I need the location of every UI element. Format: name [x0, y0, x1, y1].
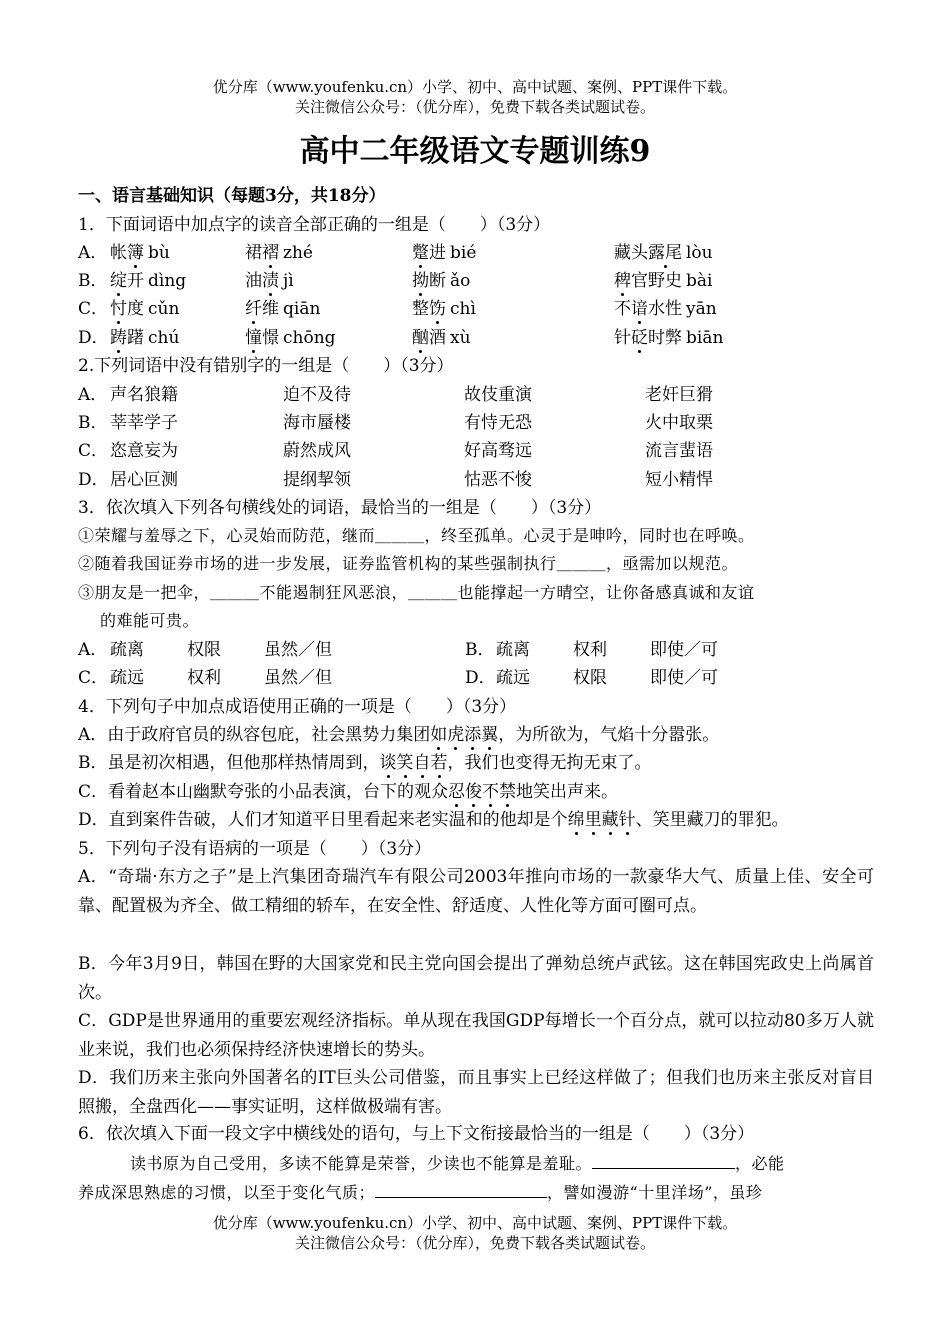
q6-passage-line-2: [78, 1179, 762, 1205]
dotted-char: 饬: [429, 299, 446, 319]
q1-word: [614, 297, 717, 321]
section-heading: 一、语言基础知识（每题3分，共18分）: [78, 186, 386, 206]
q1-option-label: D．: [78, 328, 109, 348]
q2-word: 短小精悍: [645, 470, 713, 490]
dotted-char: 俊: [465, 782, 483, 802]
pinyin: chōng: [283, 328, 336, 348]
q2-word: 居心叵测: [110, 470, 178, 490]
dotted-char: 添: [464, 725, 482, 745]
q2-word: 流言蜚语: [645, 441, 713, 461]
q3-option-word: 权限: [187, 640, 221, 660]
q1-word: [110, 326, 179, 350]
q4-a-text: A．由于政府官员的纵容包庇，社会黑势力集团: [78, 725, 431, 745]
dotted-char: 禁: [499, 782, 517, 802]
q2-option-label: D．: [78, 470, 109, 490]
q1-option-label: B．: [78, 271, 108, 291]
word-part: 官野史: [631, 271, 682, 291]
q2-option-label: C．: [78, 441, 109, 461]
dotted-char: 忖: [110, 299, 127, 319]
q2-word: 迫不及待: [283, 385, 351, 405]
q6-stem: 6．依次填入下面一段文字中横线处的语句，与上下文衔接最恰当的一组是（ ）（3分）: [78, 1124, 755, 1144]
q3-sentence-3-cont: 的难能可贵。: [100, 611, 200, 630]
q1-word: [245, 269, 294, 293]
q4-b-text-end: ，我们也变得无拘无束了。: [447, 753, 652, 773]
header-line-1: 优分库（www.youfenku.cn）小学、初中、高中试题、案例、PPT课件下载。: [212, 78, 738, 96]
pinyin: qiān: [283, 299, 321, 319]
header-line-2: 关注微信公众号：（优分库），免费下载各类试题试卷。: [294, 98, 655, 116]
word-part: 维: [262, 299, 279, 319]
word-part: 帐: [110, 243, 127, 263]
word-part: 开: [127, 271, 144, 291]
q2-word: 莘莘学子: [110, 413, 178, 433]
q1-word: [245, 297, 320, 321]
q2-word: 故伎重演: [464, 385, 532, 405]
q4-c-text-end: 地笑出声来。: [516, 782, 619, 802]
q1-word: [245, 241, 313, 265]
word-part: 整: [412, 299, 429, 319]
dotted-char: 谙: [631, 299, 648, 319]
q1-word: [110, 241, 170, 265]
pinyin: yān: [686, 299, 717, 319]
q1-word: [412, 269, 470, 293]
dotted-char: 绽: [110, 271, 127, 291]
q1-word: [614, 241, 713, 265]
q4-a-idiom: [430, 725, 498, 745]
q2-word: 火中取栗: [645, 413, 713, 433]
dotted-char: 翼: [481, 725, 499, 745]
footer-line-1: 优分库（www.youfenku.cn）小学、初中、高中试题、案例、PPT课件下载。: [212, 1214, 738, 1232]
q3-option-label: B．: [465, 640, 495, 660]
footer-line-2: 关注微信公众号：（优分库），免费下载各类试题试卷。: [294, 1234, 655, 1252]
page-title: 高中二年级语文专题训练9: [299, 134, 651, 169]
dotted-char: 踌: [110, 328, 127, 348]
pinyin: ǎo: [450, 271, 471, 291]
q1-word: [614, 269, 712, 293]
q4-option-c: [78, 780, 618, 804]
q4-c-text: C．看着赵本山幽默夸张的小品表演，台下的观众: [78, 782, 449, 802]
q1-word: [614, 326, 723, 350]
q2-word: 有恃无恐: [464, 413, 532, 433]
dotted-char: 笑: [396, 753, 414, 773]
q5-option-d: D．我们历来主张向外国著名的IT巨头公司借鉴，而且事实上已经这样做了；但我们也历来主张反对盲目照搬，全盘西化——事实证明，这样做极端有害。: [78, 1068, 874, 1117]
dotted-char: 虎: [447, 725, 465, 745]
pinyin: dìng: [148, 271, 187, 291]
q2-option-label: A．: [78, 385, 108, 405]
dotted-char: 蹩: [412, 243, 429, 263]
q1-word: [412, 241, 476, 265]
pinyin: bù: [148, 243, 170, 263]
dotted-char: 如: [430, 725, 448, 745]
pinyin: xù: [450, 328, 471, 348]
dotted-char: 谈: [379, 753, 397, 773]
word-part: 油: [245, 271, 262, 291]
pinyin: zhé: [283, 243, 313, 263]
q3-option-label: D．: [465, 668, 496, 688]
q3-option-word: 虽然／但: [264, 640, 332, 660]
word-part: 时弊: [648, 328, 682, 348]
q4-option-a: [78, 723, 719, 747]
dotted-char: 褶: [262, 243, 279, 263]
q4-d-text: D．直到案件告破，人们才知道平日里看起来老实温和的他却是个: [78, 810, 568, 830]
q1-word: [245, 326, 336, 350]
pinyin: bài: [686, 271, 713, 291]
q1-word: [110, 297, 179, 321]
dotted-char: 酗: [412, 328, 429, 348]
q2-word: 提纲挈领: [283, 470, 351, 490]
q3-option-label: C．: [78, 668, 109, 688]
word-part: 裙: [245, 243, 262, 263]
q4-c-idiom: [448, 782, 516, 802]
q2-stem: 2.下列词语中没有错别字的一组是（ ）（3分）: [78, 356, 454, 376]
q6-passage-text: 读书原为自己受用，多读不能算是荣誉，少读也不能算是羞耻。: [130, 1154, 593, 1173]
word-part: 断: [429, 271, 446, 291]
q6-blank-1: [592, 1150, 735, 1169]
q5-option-a: A．“奇瑞·东方之子”是上汽集团奇瑞汽车有限公司2003年推向市场的一款豪华大气、质量上佳、安全可靠、配置极为齐全、做工精细的轿车，在安全性、舒适度、人性化等方面可圈可点。: [78, 867, 874, 916]
q3-option-word: 即使／可: [650, 640, 718, 660]
dotted-char: 憧: [245, 328, 262, 348]
dotted-char: 若: [430, 753, 448, 773]
dotted-char: 拗: [412, 271, 429, 291]
q2-word: 老奸巨猾: [645, 385, 713, 405]
dotted-char: 针: [618, 810, 636, 830]
pinyin: chú: [148, 328, 180, 348]
pinyin: lòu: [686, 243, 713, 263]
q2-option-label: B．: [78, 413, 108, 433]
dotted-char: 稗: [614, 271, 631, 291]
word-part: 躇: [127, 328, 144, 348]
dotted-char: 里: [584, 810, 602, 830]
q1-option-label: C．: [78, 299, 109, 319]
dotted-char: 纤: [245, 299, 262, 319]
q1-word: [412, 326, 471, 350]
q6-passage-text: ，必能: [735, 1154, 785, 1173]
q3-option-word: 疏离: [496, 640, 530, 660]
q3-option-word: 虽然／但: [264, 668, 332, 688]
word-part: 憬: [262, 328, 279, 348]
q3-sentence-2: ②随着我国证券市场的进一步发展，证券监管机构的某些强制执行＿＿＿，亟需加以规范。: [78, 554, 739, 573]
q2-word: 怙恶不悛: [464, 470, 532, 490]
q1-stem: 1．下面词语中加点字的读音全部正确的一组是（ ）（3分）: [78, 215, 551, 235]
q1-option-label: A．: [78, 243, 108, 263]
dotted-char: 忍: [448, 782, 466, 802]
word-part: 度: [127, 299, 144, 319]
word-part: 尾: [665, 243, 682, 263]
pinyin: biān: [686, 328, 724, 348]
q4-d-idiom: [568, 810, 636, 830]
q4-stem: 4．下列句子中加点成语使用正确的一项是（ ）（3分）: [78, 697, 517, 717]
word-part: 水性: [648, 299, 682, 319]
q5-option-b: B．今年3月9日，韩国在野的大国家党和民主党向国会提出了弹劾总统卢武铉。这在韩国宪政史上尚属首次。: [78, 954, 874, 1003]
q3-option-word: 疏离: [110, 640, 144, 660]
q4-d-text-end: 、笑里藏刀的罪犯。: [635, 810, 789, 830]
q2-word: 海市蜃楼: [283, 413, 351, 433]
pinyin: chì: [450, 299, 476, 319]
q4-option-b: [78, 751, 652, 775]
q2-word: 蔚然成风: [283, 441, 351, 461]
q3-option-word: 疏远: [110, 668, 144, 688]
word-part: 不: [614, 299, 631, 319]
q3-option-word: 权限: [573, 668, 607, 688]
q4-a-text-end: ，为所欲为，气焰十分嚣张。: [498, 725, 720, 745]
q3-option-word: 即使／可: [650, 668, 718, 688]
q4-b-text: B．虽是初次相遇，但他那样热情周到，: [78, 753, 380, 773]
q6-passage-text: ，譬如漫游“十里洋场”，虽珍: [547, 1183, 763, 1202]
dotted-char: 簿: [127, 243, 144, 263]
q3-option-word: 疏远: [496, 668, 530, 688]
pinyin: jì: [283, 271, 294, 291]
dotted-char: 渍: [262, 271, 279, 291]
dotted-char: 不: [482, 782, 500, 802]
q3-sentence-1: ①荣耀与羞辱之下，心灵始而防范，继而＿＿＿，终至孤单。心灵于是呻吟，同时也在呼唤。: [78, 526, 755, 545]
q4-option-d: [78, 808, 789, 832]
q3-option-word: 权利: [573, 640, 607, 660]
q6-blank-2: [375, 1179, 547, 1198]
dotted-char: 藏: [601, 810, 619, 830]
q5-option-c: C．GDP是世界通用的重要宏观经济指标。单从现在我国GDP每增长一个百分点，就可以拉动80多万人就业来说，我们也必须保持经济快速增长的势头。: [78, 1011, 874, 1060]
q3-option-label: A．: [78, 640, 108, 660]
q6-passage-line-1: [130, 1150, 785, 1176]
q2-word: 声名狼籍: [110, 385, 178, 405]
q3-sentence-3: ③朋友是一把伞，＿＿＿不能遏制狂风恶浪，＿＿＿也能撑起一方晴空，让你备感真诚和友谊: [78, 583, 755, 602]
q2-word: 好高骛远: [464, 441, 532, 461]
dotted-char: 自: [413, 753, 431, 773]
pinyin: bié: [450, 243, 477, 263]
q3-option-word: 权利: [187, 668, 221, 688]
q6-passage-text: 养成深思熟虑的习惯，以至于变化气质；: [78, 1183, 376, 1202]
dotted-char: 砭: [631, 328, 648, 348]
pinyin: cǔn: [148, 299, 180, 319]
word-part: 酒: [429, 328, 446, 348]
q5-stem: 5．下列句子没有语病的一项是（ ）（3分）: [78, 839, 432, 859]
q2-word: 恣意妄为: [110, 441, 178, 461]
word-part: 进: [429, 243, 446, 263]
q3-stem: 3．依次填入下列各句横线处的词语，最恰当的一组是（ ）（3分）: [78, 498, 602, 518]
q1-word: [412, 297, 476, 321]
q1-word: [110, 269, 186, 293]
word-part: 针: [614, 328, 631, 348]
dotted-char: 绵: [567, 810, 585, 830]
word-part: 藏头露: [614, 243, 665, 263]
q4-b-idiom: [380, 753, 448, 773]
